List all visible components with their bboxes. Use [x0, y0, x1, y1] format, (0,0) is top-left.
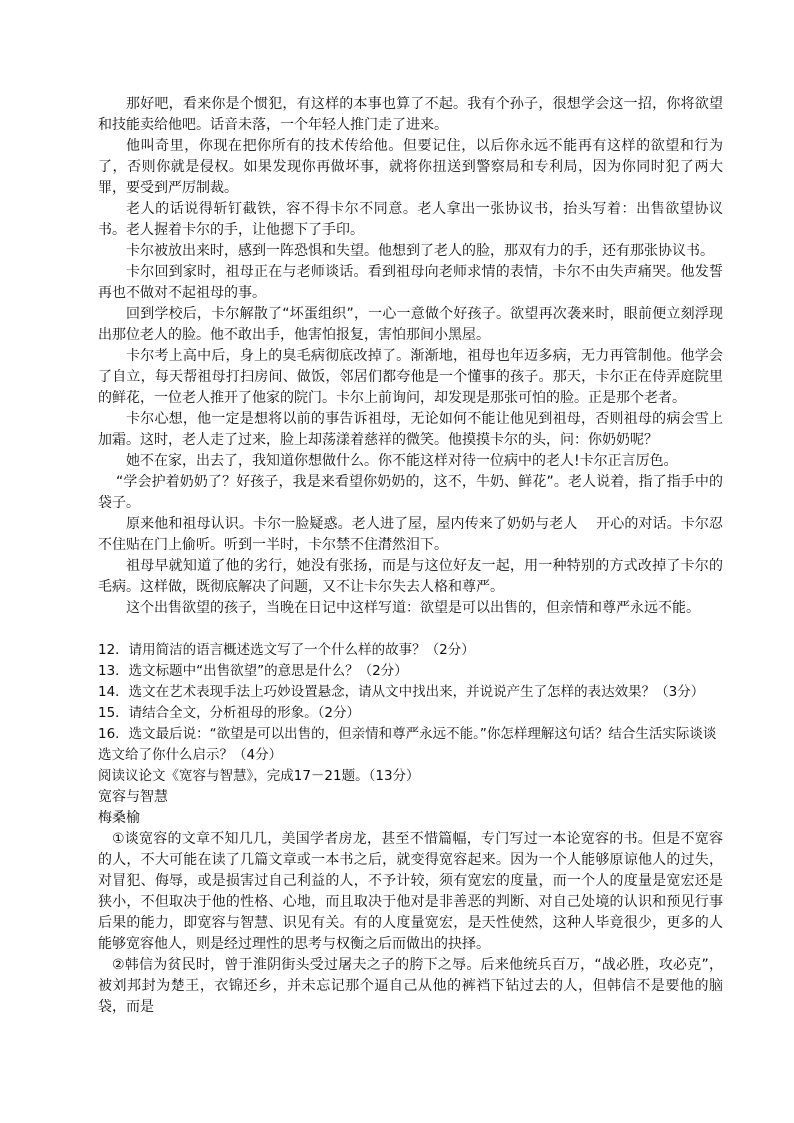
story-paragraph-12: 祖母早就知道了他的劣行，她没有张扬，而是与这位好友一起，用一种特别的方式改掉了卡尔的毛病。这样做，既彻底解决了问题，又不让卡尔失去人格和尊严。 — [98, 558, 723, 595]
story-paragraph-13: 这个出售欲望的孩子，当晚在日记中这样写道：欲望是可以出售的，但亲情和尊严永远不能。 — [126, 600, 700, 616]
story-excerpt — [98, 94, 723, 619]
question-13: 13．选文标题中“出售欲望”的意思是什么？（2分） — [98, 663, 408, 679]
story-paragraph-7: 卡尔考上高中后，身上的臭毛病彻底改掉了。渐渐地，祖母也年迈多病，无力再管制他。他学会了自立，每天帮祖母打扫房间、做饭，邻居们都夸他是一个懂事的孩子。那天，卡尔正在侍弄庭院里的鲜花，一位老人推开了他家的院门。卡尔上前询问，却发现是那张可怕的脸。正是那个老者。 — [98, 348, 723, 406]
story-paragraph-5: 卡尔回到家时，祖母正在与老师谈话。看到祖母向老师求情的表情，卡尔不由失声痛哭。他发誓再也不做对不起祖母的事。 — [98, 264, 723, 301]
essay-title: 宽容与智慧 — [98, 789, 168, 805]
story-paragraph-4: 卡尔被放出来时，感到一阵恐惧和失望。他想到了老人的脸，那双有力的手，还有那张协议书。 — [126, 243, 714, 259]
story-paragraph-10: “学会护着奶奶了？好孩子，我是来看望你奶奶的，这不，牛奶、鲜花”。老人说着，指了指手中的袋子。 — [98, 474, 723, 511]
essay-excerpt — [98, 787, 723, 1018]
document-page — [98, 94, 723, 1018]
essay-paragraph-2: ②韩信为贫民时，曾于淮阴街头受过屠夫之子的胯下之辱。后来他统兵百万，“战必胜，攻必克”，被刘邦封为楚王，衣锦还乡，并未忘记那个逼自己从他的裤裆下钻过去的人，但韩信不是要他的脑袋，而是 — [98, 957, 723, 1015]
essay-paragraph-1: ①谈宽容的文章不知几几，美国学者房龙，甚至不惜篇幅，专门写过一本论宽容的书。但是不宽容的人，不大可能在读了几篇文章或一本书之后，就变得宽容起来。因为一个人能够原谅他人的过失，对冒犯、侮辱，或是损害过自己利益的人，不予计较，须有宽宏的度量，而一个人的度量是宽宏还是狭小，不但取决于他的性格、心地，而且取决于他对是非善恶的判断、对自己处境的认识和预见行事后果的能力，即宽容与智慧、识见有关。有的人度量宽宏，是天性使然，这种人毕竟很少，更多的人能够宽容他人，则是经过理性的思考与权衡之后而做出的抉择。 — [98, 831, 723, 952]
story-paragraph-8: 卡尔心想，他一定是想将以前的事告诉祖母，无论如何不能让他见到祖母，否则祖母的病会雪上加霜。这时，老人走了过来，脸上却荡漾着慈祥的微笑。他摸摸卡尔的头，问：你奶奶呢？ — [98, 411, 723, 448]
essay-author: 梅桑榆 — [98, 810, 140, 826]
question-15: 15．请结合全文，分析祖母的形象。（2分） — [98, 705, 361, 721]
story-paragraph-2: 他叫奇里，你现在把你所有的技术传给他。但要记住，以后你永远不能再有这样的欲望和行为了，否则你就是侵权。如果发现你再做坏事，就将你扭送到警察局和专利局，因为你同时犯了两大罪，要受到严厉制裁。 — [98, 138, 723, 196]
question-14: 14．选文在艺术表现手法上巧妙设置悬念，请从文中找出来，并说说产生了怎样的表达效果？（3分） — [98, 684, 705, 700]
story-paragraph-11: 原来他和祖母认识。卡尔一脸疑惑。老人进了屋，屋内传来了奶奶与老人 开心的对话。卡尔忍不住贴在门上偷听。听到一半时，卡尔禁不住潸然泪下。 — [98, 516, 723, 553]
story-paragraph-6: 回到学校后，卡尔解散了“坏蛋组织”，一心一意做个好孩子。欲望再次袭来时，眼前便立刻浮现出那位老人的脸。他不敢出手，他害怕报复，害怕那间小黑屋。 — [98, 306, 723, 343]
story-paragraph-3: 老人的话说得斩钉截铁，容不得卡尔不同意。老人拿出一张协议书，抬头写着：出售欲望协议书。老人握着卡尔的手，让他摁下了手印。 — [98, 201, 723, 238]
question-12: 12．请用简洁的语言概述选文写了一个什么样的故事？（2分） — [98, 642, 475, 658]
story-paragraph-9: 她不在家，出去了，我知道你想做什么。你不能这样对待一位病中的老人!卡尔正言厉色。 — [126, 453, 678, 469]
story-paragraph-1: 那好吧，看来你是个惯犯，有这样的本事也算了不起。我有个孙子，很想学会这一招，你将欲望和技能卖给他吧。话音未落，一个年轻人推门走了进来。 — [98, 96, 723, 133]
section-gap — [98, 619, 723, 640]
question-16: 16．选文最后说：“欲望是可以出售的，但亲情和尊严永远不能。”你怎样理解这句话？结合生活实际谈谈选文给了你什么启示？（4分） — [98, 726, 717, 763]
reading-intro: 阅读议论文《宽容与智慧》，完成17－21题。（13分） — [98, 768, 420, 784]
question-list — [98, 640, 723, 787]
